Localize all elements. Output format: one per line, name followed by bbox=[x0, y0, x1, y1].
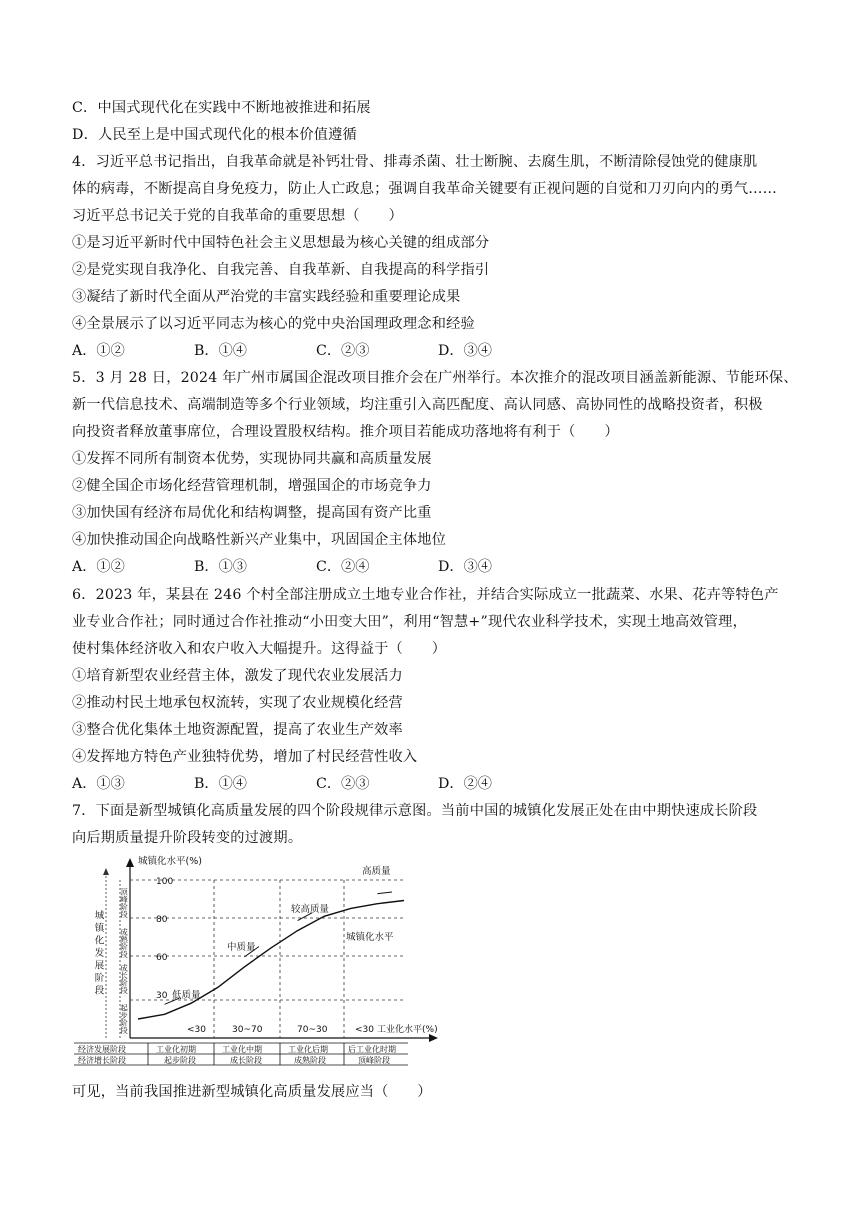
q6-option-a[interactable]: A．①③ bbox=[72, 776, 125, 792]
q4-option-c[interactable]: C．②③ bbox=[316, 343, 370, 359]
q3-option-d: D．人民至上是中国式现代化的根本价值遵循 bbox=[72, 127, 357, 143]
q6-item-1: ①培育新型农业经营主体，激发了现代农业发展活力 bbox=[72, 668, 403, 684]
q5-item-4: ④加快推动国企向战略性新兴产业集中，巩固国企主体地位 bbox=[72, 532, 447, 548]
y-axis-title: 城镇化水平(%) bbox=[138, 856, 202, 867]
stage-label-upper: 成熟阶段 bbox=[119, 928, 129, 958]
row2-cell-1: 起步阶段 bbox=[164, 1056, 196, 1065]
q4-item-3: ③凝结了新时代全面从严治党的丰富实践经验和重要理论成果 bbox=[72, 289, 461, 305]
stage-label-bottom: 起步阶段 bbox=[119, 1004, 129, 1034]
q4-item-1: ①是习近平新时代中国特色社会主义思想最为核心关键的组成部分 bbox=[72, 235, 490, 251]
row1-head: 经济发展阶段 bbox=[78, 1045, 126, 1054]
q4-option-d[interactable]: D．③④ bbox=[438, 343, 492, 359]
q6-item-4: ④发挥地方特色产业独特优势，增加了村民经营性收入 bbox=[72, 749, 418, 765]
q6-options bbox=[72, 774, 492, 794]
q7-after-figure: 可见，当前我国推进新型城镇化高质量发展应当（ ） bbox=[72, 1084, 432, 1100]
x-range-2: 30~70 bbox=[232, 1025, 263, 1035]
row1-cell-2: 工业化中期 bbox=[222, 1045, 262, 1054]
q6-option-b[interactable]: B．①④ bbox=[194, 776, 247, 792]
curve-label: 城镇化水平 bbox=[346, 932, 394, 943]
q6-stem-line-2: 业专业合作社；同时通过合作社推动“小田变大田”，利用“智慧+”现代农业科学技术，实现土地高效管理， bbox=[72, 614, 747, 630]
row1-cell-3: 工业化后期 bbox=[288, 1045, 328, 1054]
curve-arrows bbox=[165, 892, 392, 1004]
y-tick-60: 60 bbox=[156, 953, 168, 963]
q5-item-3: ③加快国有经济布局优化和结构调整，提高国有资产比重 bbox=[72, 505, 432, 521]
y-tick-80: 80 bbox=[156, 915, 168, 925]
q5-option-a[interactable]: A．①② bbox=[72, 559, 125, 575]
x-range-1: <30 bbox=[187, 1025, 206, 1035]
x-axis-title: 工业化水平(%) bbox=[377, 1025, 438, 1035]
curve-arrow-4 bbox=[377, 892, 392, 894]
q4-stem-line-3: 习近平总书记关于党的自我革命的重要思想（ ） bbox=[72, 208, 403, 224]
q4-stem-line-2: 体的病毒，不断提高自身免疫力，防止人亡政息；强调自我革命关键要有正视问题的自觉和刀刃向内的勇气…… bbox=[72, 181, 777, 197]
quality-label-high: 高质量 bbox=[362, 866, 391, 877]
y-tick-30: 30 bbox=[156, 991, 168, 1001]
q4-options bbox=[72, 341, 492, 361]
stage-label-top: 顶峰阶段 bbox=[119, 888, 129, 918]
row1-cell-4: 后工业化时期 bbox=[348, 1045, 396, 1054]
q5-option-c[interactable]: C．②④ bbox=[316, 559, 370, 575]
q5-option-d[interactable]: D．③④ bbox=[438, 559, 492, 575]
q6-item-2: ②推动村民土地承包权流转，实现了农业规模化经营 bbox=[72, 695, 403, 711]
q3-option-c: C．中国式现代化在实践中不断地被推进和拓展 bbox=[72, 100, 371, 116]
row2-head: 经济增长阶段 bbox=[78, 1056, 126, 1065]
q5-options bbox=[72, 557, 492, 577]
q5-item-1: ①发挥不同所有制资本优势，实现协同共赢和高质量发展 bbox=[72, 451, 432, 467]
quality-label-higher: 较高质量 bbox=[291, 904, 330, 915]
q4-option-a[interactable]: A．①② bbox=[72, 343, 125, 359]
q6-item-3: ③整合优化集体土地资源配置，提高了农业生产效率 bbox=[72, 722, 403, 738]
q4-stem-line-1: 4．习近平总书记指出，自我革命就是补钙壮骨、排毒杀菌、壮士断腕、去腐生肌，不断清除侵蚀党的健康肌 bbox=[72, 154, 758, 170]
q6-option-c[interactable]: C．②③ bbox=[316, 776, 370, 792]
q6-stem-line-3: 使村集体经济收入和农户收入大幅提升。这得益于（ ） bbox=[72, 641, 447, 657]
quality-label-mid: 中质量 bbox=[227, 942, 256, 953]
q5-item-2: ②健全国企市场化经营管理机制，增强国企的市场竞争力 bbox=[72, 478, 432, 494]
y-tick-100: 100 bbox=[156, 877, 174, 887]
quality-label-low: 低质量 bbox=[172, 990, 201, 1001]
q5-option-b[interactable]: B．①③ bbox=[194, 559, 247, 575]
q6-stem-line-1: 6．2023 年，某县在 246 个村全部注册成立土地专业合作社，并结合实际成立一批蔬菜、水果、花卉等特色产 bbox=[72, 587, 779, 603]
urbanization-stage-diagram bbox=[72, 850, 442, 1070]
q7-stem-line-1: 7．下面是新型城镇化高质量发展的四个阶段规律示意图。当前中国的城镇化发展正处在由中期快速成长阶段 bbox=[72, 803, 758, 819]
row1-cell-1: 工业化初期 bbox=[156, 1045, 196, 1054]
q6-option-d[interactable]: D．②④ bbox=[438, 776, 492, 792]
q7-stem-line-2: 向后期质量提升阶段转变的过渡期。 bbox=[72, 830, 303, 846]
q5-stem-line-3: 向投资者释放董事席位，合理设置股权结构。推介项目若能成功落地将有利于（ ） bbox=[72, 424, 619, 440]
urbanization-stage-label: 城镇化发展阶段 bbox=[92, 910, 104, 998]
q5-stem-line-1: 5．3 月 28 日，2024 年广州市属国企混改项目推介会在广州举行。本次推介的混改项目涵盖新能源、节能环保、 bbox=[72, 370, 798, 386]
q5-stem-line-2: 新一代信息技术、高端制造等多个行业领域，均注重引入高匹配度、高认同感、高协同性的战略投资者，积极 bbox=[72, 397, 763, 413]
q4-option-b[interactable]: B．①④ bbox=[194, 343, 247, 359]
x-range-4: <30 bbox=[355, 1025, 374, 1035]
row2-cell-4: 顶峰阶段 bbox=[358, 1056, 390, 1065]
row2-cell-3: 成熟阶段 bbox=[294, 1056, 326, 1065]
row2-cell-2: 成长阶段 bbox=[230, 1056, 262, 1065]
q4-item-4: ④全景展示了以习近平同志为核心的党中央治国理政理念和经验 bbox=[72, 316, 475, 332]
stage-label-lower: 成长阶段 bbox=[119, 964, 129, 994]
q4-item-2: ②是党实现自我净化、自我完善、自我革新、自我提高的科学指引 bbox=[72, 262, 490, 278]
x-range-3: 70~30 bbox=[297, 1025, 328, 1035]
